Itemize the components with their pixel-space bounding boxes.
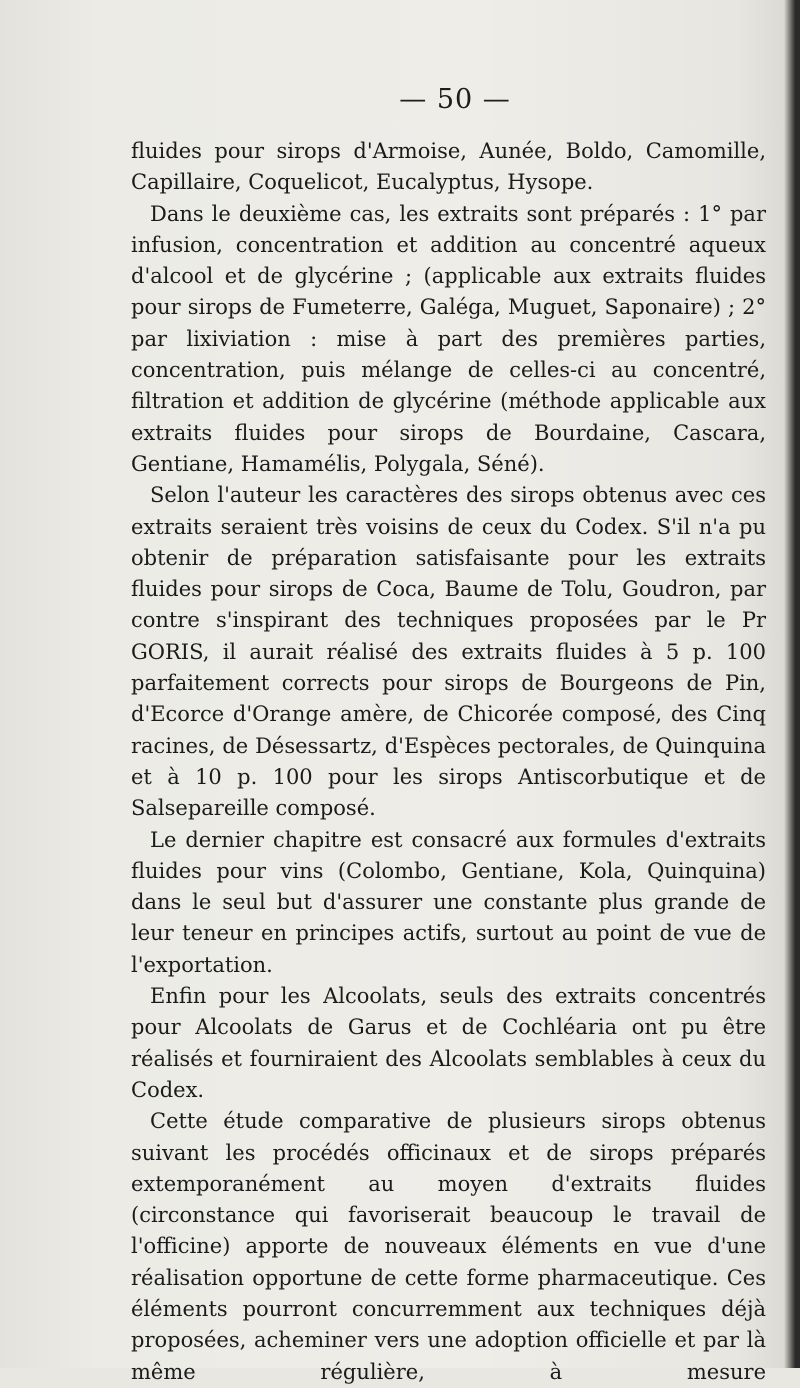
paragraph-4: Le dernier chapitre est consacré aux formules d'extraits fluides pour vins (Colombo, Gentiane, Kola, Quinquina) dans le seul but d'assurer une constante plus grande de leur teneur en principes actifs, surtout au point de vue de l'exportation.	[131, 827, 766, 977]
paragraph-1: fluides pour sirops d'Armoise, Aunée, Boldo, Camomille, Capillaire, Coquelicot, Eucalyptus, Hysope.	[131, 139, 766, 195]
body-text	[131, 136, 766, 1388]
paragraph-2: Dans le deuxième cas, les extraits sont préparés : 1° par infusion, concentration et addition au concentré aqueux d'alcool et de glycérine ; (applicable aux extraits fluides pour sirops de Fumeterre, Galéga, Muguet, Saponaire) ; 2° par lixiviation : mise à part des premières parties, concentration, puis mélange de celles-ci au concentré, filtration et addition de glycérine (méthode applicable aux extraits fluides pour sirops de Bourdaine, Cascara, Gentiane, Hamamélis, Polygala, Séné).	[131, 201, 766, 476]
paragraph-3: Selon l'auteur les caractères des sirops obtenus avec ces extraits seraient très voisins de ceux du Codex. S'il n'a pu obtenir de préparation satisfaisante pour les extraits fluides pour sirops de Coca, Baume de Tolu, Goudron, par contre s'inspirant des techniques proposées par le Pr GORIS, il aurait réalisé des extraits fluides à 5 p. 100 parfaitement corrects pour sirops de Bourgeons de Pin, d'Ecorce d'Orange amère, de Chicorée composé, des Cinq racines, de Désessartz, d'Espèces pectorales, de Quinquina et à 10 p. 100 pour les sirops Antiscorbutique et de Salsepareille composé.	[131, 483, 766, 821]
page-number: — 50 —	[399, 84, 511, 115]
paragraph-5: Enfin pour les Alcoolats, seuls des extraits concentrés pour Alcoolats de Garus et de Cochléaria ont pu être réalisés et fourniraient des Alcoolats semblables à ceux du Codex.	[131, 984, 766, 1102]
paragraph-6: Cette étude comparative de plusieurs sirops obtenus suivant les procédés officinaux et de sirops préparés extemporanément au moyen d'extraits fluides (circonstance qui favoriserait beaucoup le travail de l'officine) apporte de nouveaux éléments en vue d'une réalisation opportune de cette forme pharmaceutique. Ces éléments pourront concurremment aux techniques déjà proposées, acheminer vers une adoption officielle et par là même régulière, à mesure	[131, 1109, 766, 1384]
